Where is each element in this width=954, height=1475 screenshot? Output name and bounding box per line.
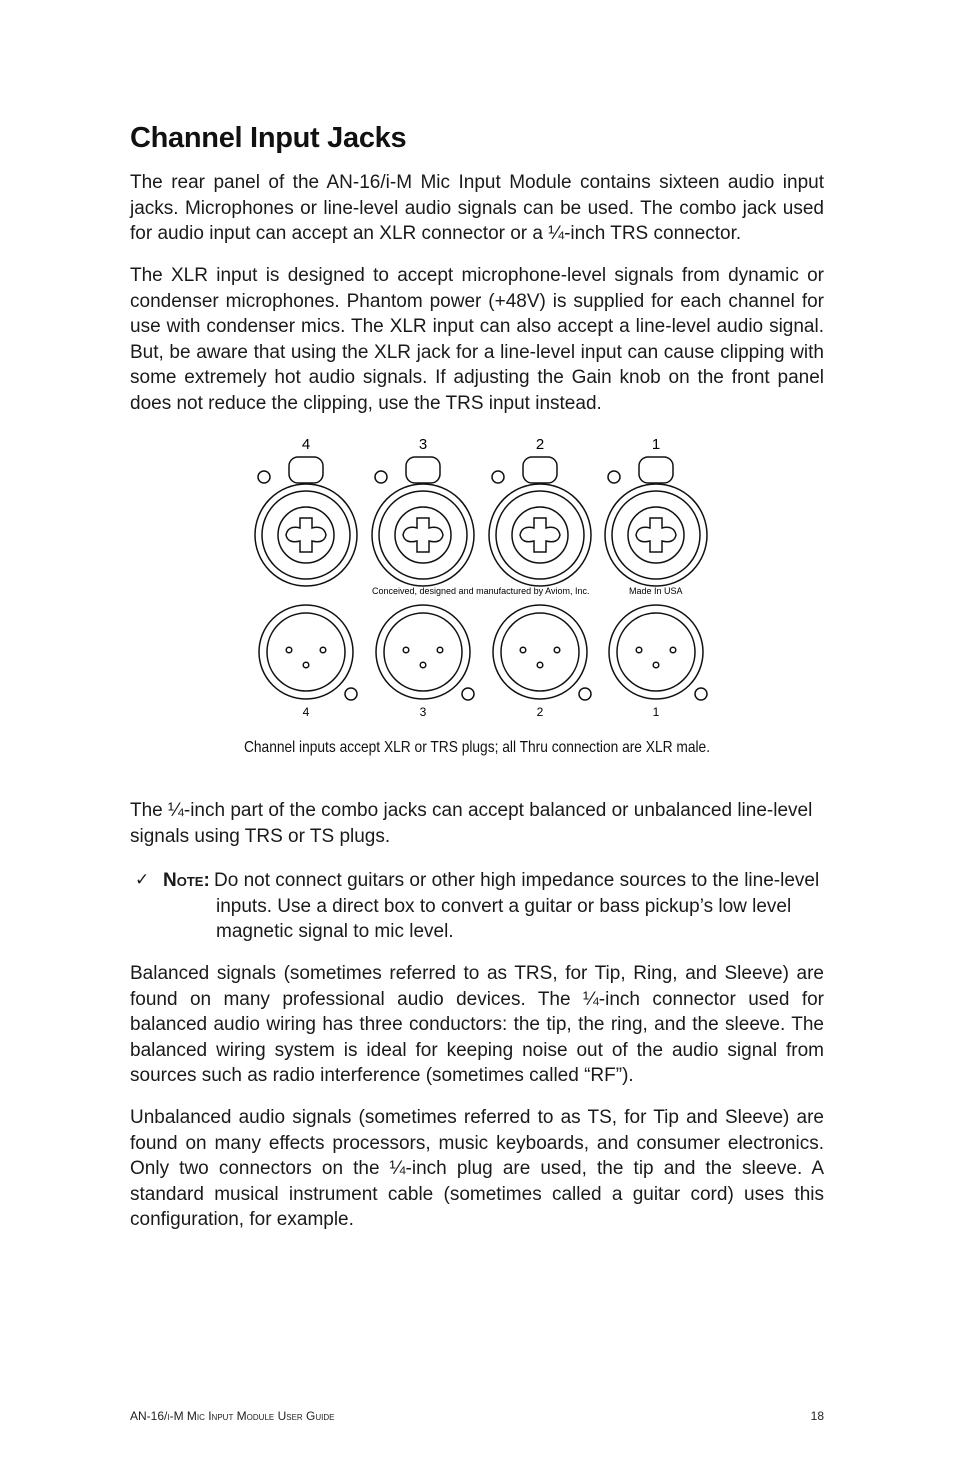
rear-panel-diagram [0,0,954,730]
combo-jack-1 [605,457,707,586]
xlr-thru-jack-1 [609,605,707,700]
combo-jack-4 [255,457,357,586]
top-label-3: 3 [418,436,428,453]
checkmark-icon: ✓ [135,870,150,890]
combo-jack-2 [489,457,591,586]
top-label-4: 4 [301,436,311,453]
page-number: 18 [810,1409,824,1423]
note-label: Note: [163,870,210,891]
bottom-label-1: 1 [652,705,660,719]
bottom-label-4: 4 [302,705,310,719]
paragraph-balanced: Balanced signals (sometimes referred to as TRS, for Tip, Ring, and Sleeve) are found on many professional audio devices. The ¼-inch connector used for balanced audio wiring has three conductors: the tip, the ring, and the sleeve. The balanced wiring system is ideal for keeping noise out of the audio signal from sources such as radio interference (sometimes called “RF”). [130,963,824,1087]
bottom-label-3: 3 [419,705,427,719]
paragraph-xlr: The XLR input is designed to accept microphone-level signals from dynamic or condenser microphones. Phantom power (+48V) is supplied for each channel for use with condenser mics. The XLR input can also accept a line-level audio signal. But, be aware that using the XLR jack for a line-level input can cause clipping with some extremely hot audio signals. If adjusting the Gain knob on the front panel does not reduce the clipping, use the TRS input instead. [130,265,824,414]
manufacturer-credit: Conceived, designed and manufactured by Aviom, Inc. [372,586,590,596]
xlr-thru-jack-3 [376,605,474,700]
page-title: Channel Input Jacks [130,122,407,154]
made-in-usa: Made In USA [629,586,683,596]
top-label-2: 2 [535,436,545,453]
paragraph-intro: The rear panel of the AN-16/i-M Mic Input Module contains sixteen audio input jacks. Microphones or line-level audio signals can be used. The combo jack used for audio input can accept an XLR connector or a ¼-inch TRS connector. [130,172,824,245]
note-text: Do not connect guitars or other high impedance sources to the line-level inputs. Use a direct box to convert a guitar or bass pickup’s low level magnetic signal to mic level. [214,870,820,943]
footer-title: AN-16/i-M Mic Input Module User Guide [130,1409,335,1423]
bottom-label-2: 2 [536,705,544,719]
paragraph-unbalanced: Unbalanced audio signals (sometimes referred to as TS, for Tip and Sleeve) are found on many effects processors, music keyboards, and consumer electronics. Only two connectors on the ¼-inch plug are used, the tip and the sleeve. A standard musical instrument cable (sometimes called a guitar cord) uses this configuration, for example. [130,1107,824,1231]
combo-jack-3 [372,457,474,586]
xlr-thru-jack-2 [493,605,591,700]
paragraph-quarter-inch: The ¼-inch part of the combo jacks can accept balanced or unbalanced line-level signals using TRS or TS plugs. [130,800,813,847]
top-label-1: 1 [651,436,661,453]
xlr-thru-jack-4 [259,605,357,700]
figure-caption: Channel inputs accept XLR or TRS plugs; all Thru connection are XLR male. [243,739,711,756]
